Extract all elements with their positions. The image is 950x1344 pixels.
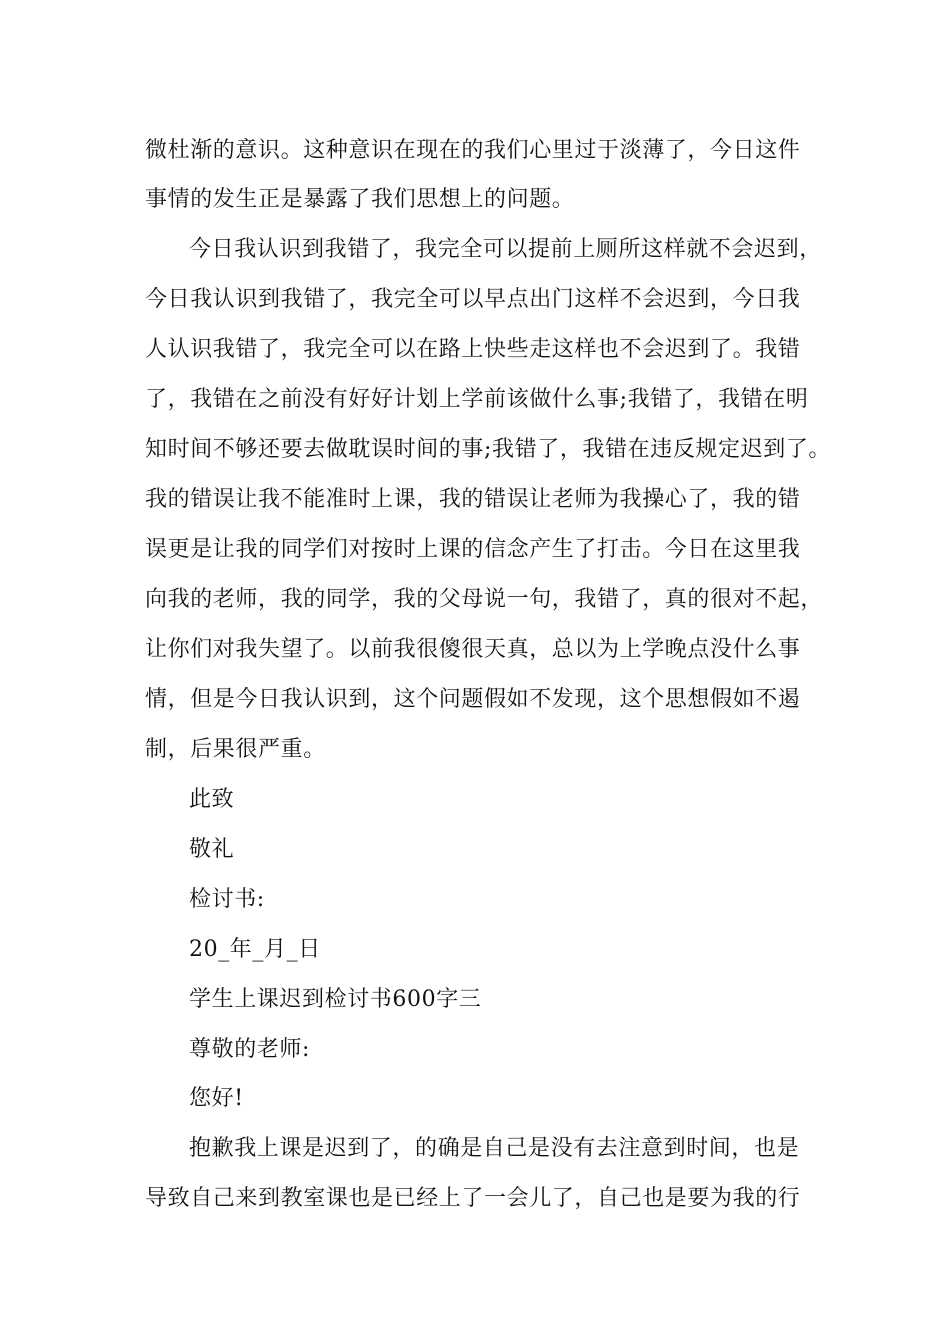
paragraph-line: 误更是让我的同学们对按时上课的信念产生了打击。今日在这里我	[145, 537, 801, 562]
paragraph-line: 了，我错在之前没有好好计划上学前该做什么事;我错了，我错在明	[145, 387, 809, 412]
paragraph-line: 今日我认识到我错了，我完全可以提前上厕所这样就不会迟到，	[189, 237, 822, 262]
paragraph-line: 抱歉我上课是迟到了，的确是自己是没有去注意到时间，也是	[189, 1136, 800, 1161]
paragraph-line: 导致自己来到教室课也是已经上了一会儿了，自己也是要为我的行	[145, 1186, 801, 1211]
paragraph-line: 事情的发生正是暴露了我们思想上的问题。	[145, 187, 575, 212]
signature-label: 检讨书:	[189, 887, 265, 912]
date-line: 20_年_月_日	[189, 937, 321, 962]
section-title: 学生上课迟到检讨书600字三	[189, 987, 482, 1012]
paragraph-line: 向我的老师，我的同学，我的父母说一句，我错了，真的很对不起，	[145, 587, 824, 612]
greeting: 您好!	[189, 1086, 244, 1111]
paragraph-line: 微杜渐的意识。这种意识在现在的我们心里过于淡薄了，今日这件	[145, 138, 801, 163]
salutation: 尊敬的老师:	[189, 1037, 311, 1062]
closing-ci-zhi: 此致	[189, 787, 235, 812]
paragraph-line: 制，后果很严重。	[145, 737, 326, 762]
closing-jing-li: 敬礼	[189, 837, 235, 862]
paragraph-line: 情，但是今日我认识到，这个问题假如不发现，这个思想假如不遏	[145, 687, 801, 712]
paragraph-line: 今日我认识到我错了，我完全可以早点出门这样不会迟到，今日我	[145, 287, 801, 312]
paragraph-line: 知时间不够还要去做耽误时间的事;我错了，我错在违反规定迟到了。	[145, 437, 832, 462]
paragraph-line: 我的错误让我不能准时上课，我的错误让老师为我操心了，我的错	[145, 487, 801, 512]
paragraph-line: 让你们对我失望了。以前我很傻很天真，总以为上学晚点没什么事	[145, 637, 801, 662]
paragraph-line: 人认识我错了，我完全可以在路上快些走这样也不会迟到了。我错	[145, 337, 801, 362]
